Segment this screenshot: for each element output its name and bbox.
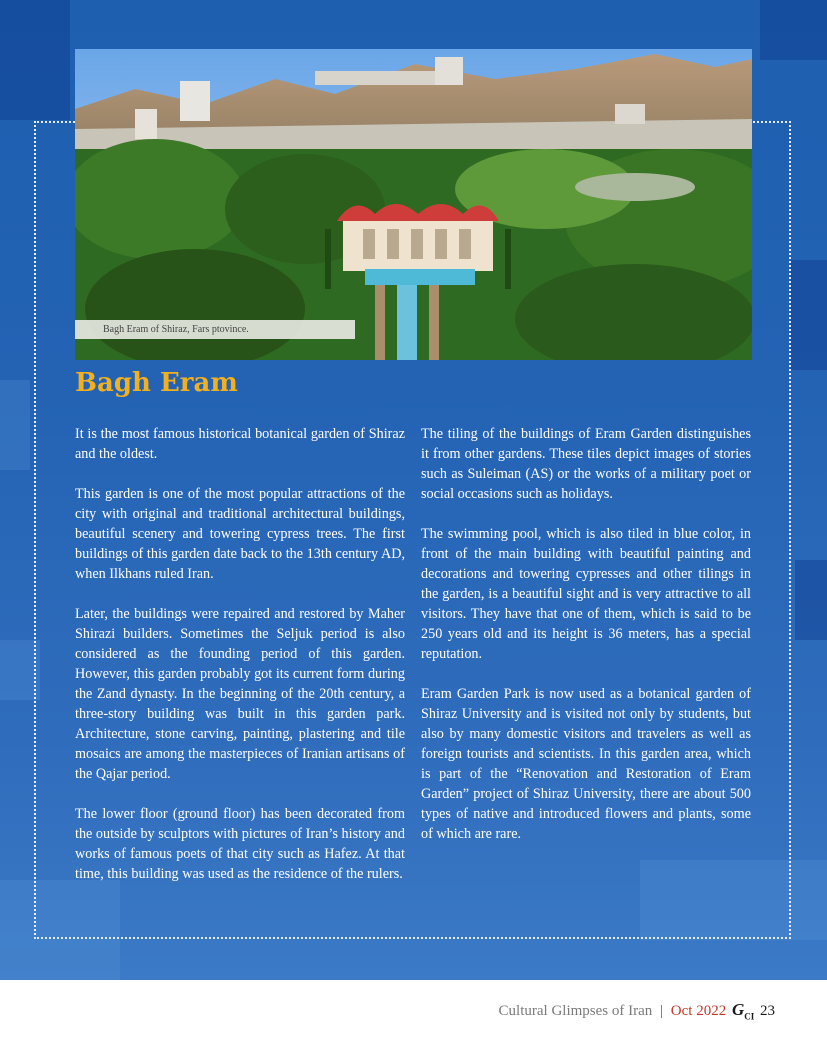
paragraph: The tiling of the buildings of Eram Garden distinguishes it from other gardens. These tiles depict images of stories such as Suleiman (AS) or the works of a military poet or social occasions such as holidays. bbox=[421, 426, 751, 502]
page-footer bbox=[499, 1000, 775, 1021]
paragraph: It is the most famous historical botanical garden of Shiraz and the oldest. bbox=[75, 426, 405, 462]
publication-name: Cultural Glimpses of Iran bbox=[498, 1003, 653, 1019]
paragraph: The lower floor (ground floor) has been decorated from the outside by sculptors with pictures of Iran’s history and works of famous poets of that city such as Hafez. At that time, this building was used as the residence of the rulers. bbox=[75, 806, 405, 882]
article-title: Bagh Eram bbox=[75, 368, 238, 398]
article-column-left bbox=[75, 424, 405, 904]
footer-separator: | bbox=[660, 1003, 664, 1019]
photo-caption: Bagh Eram of Shiraz, Fars ptovince. bbox=[75, 320, 355, 339]
article-column-right bbox=[421, 424, 751, 864]
logo-letter: G bbox=[731, 1000, 745, 1019]
issue-date: Oct 2022 bbox=[670, 1003, 727, 1019]
logo-subscript: CI bbox=[744, 1011, 755, 1022]
paragraph: The swimming pool, which is also tiled in blue color, in front of the main building with beautiful painting and decorations and towering cypresses and other tilings in the garden, is a beautiful sight and is very attractive to all visitors. They have that one of them, which is said to be 250 years old and its height is 36 meters, has a special reputation. bbox=[421, 526, 751, 662]
garden-photo bbox=[75, 49, 752, 360]
paragraph: Eram Garden Park is now used as a botanical garden of Shiraz University and is visited not only by students, but also by many domestic visitors and travelers as well as foreign tourists and scientists. In this garden area, which is part of the “Renovation and Restoration of Eram Garden” project of Shiraz University, there are about 500 types of native and introduced flowers and plants, some of which are rare. bbox=[421, 686, 751, 842]
page-number: 23 bbox=[760, 1003, 775, 1019]
paragraph: This garden is one of the most popular attractions of the city with original and traditional architectural buildings, beautiful scenery and towering cypress trees. The first buildings of this garden date back to the 13th century AD, when Ilkhans ruled Iran. bbox=[75, 486, 405, 582]
paragraph: Later, the buildings were repaired and restored by Maher Shirazi builders. Sometimes the Seljuk period is also considered as the founding period of this garden. However, this garden probably got its current form during the Zand dynasty. In the beginning of the 20th century, a three-story building was built in this garden park. Architecture, stone carving, painting, plastering and tile mosaics are among the masterpieces of Iranian artisans of the Qajar period. bbox=[75, 606, 405, 782]
magazine-logo bbox=[731, 1000, 755, 1022]
